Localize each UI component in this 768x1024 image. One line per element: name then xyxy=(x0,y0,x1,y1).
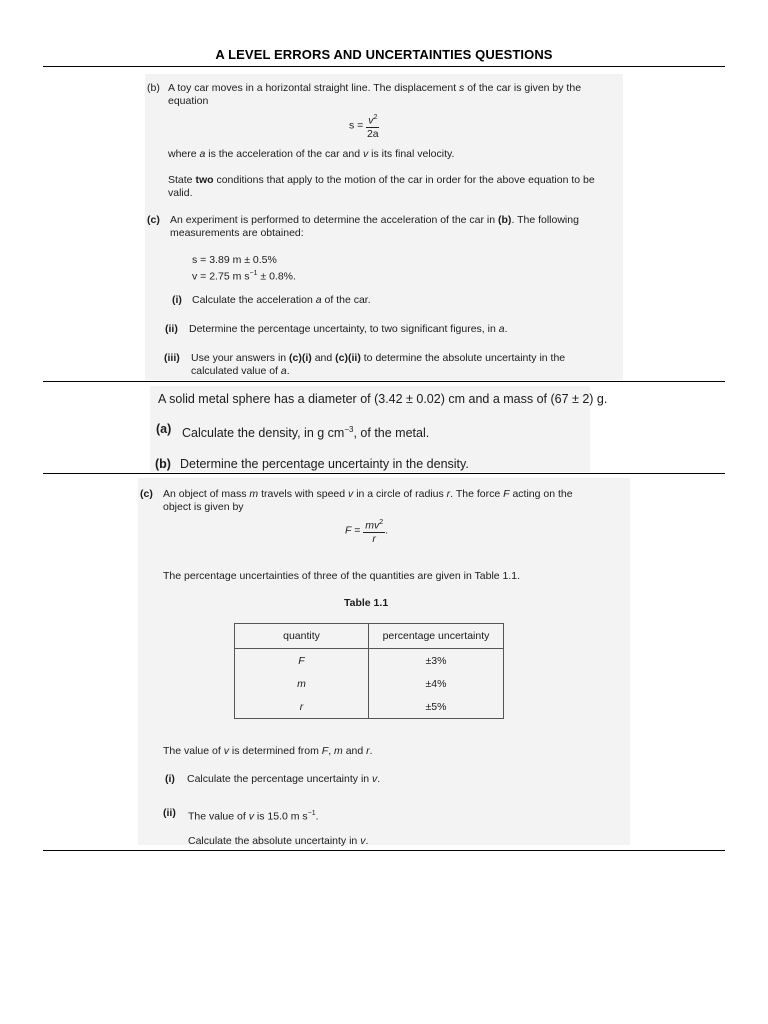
table-header-percentage: percentage uncertainty xyxy=(369,624,504,649)
q1-ciii-label: (iii) xyxy=(164,352,180,364)
q1-ci-text: Calculate the acceleration a of the car. xyxy=(192,294,371,306)
q3-cii-calc-text: Calculate the absolute uncertainty in v. xyxy=(188,835,369,847)
q1-measurements: s = 3.89 m ± 0.5% v = 2.75 m $s^{-1} \pm 0.8\%$. xyxy=(192,254,296,283)
q1-part-c-label: (c) xyxy=(147,214,160,226)
document-title: A LEVEL ERRORS AND UNCERTAINTIES QUESTIONS xyxy=(215,47,553,62)
q1-part-b-label: (b) xyxy=(147,82,160,94)
q1-part-c-text: An experiment is performed to determine the acceleration of the car in (b). The following measurements are obtained: xyxy=(170,214,579,239)
table-cell-quantity: r xyxy=(235,695,369,719)
q2-part-b-label: (b) xyxy=(155,457,171,471)
divider-bottom xyxy=(43,850,725,851)
q1-cii-label: (ii) xyxy=(165,323,178,335)
divider-2 xyxy=(43,473,725,474)
q3-ci-label: (i) xyxy=(165,773,175,785)
table-row xyxy=(235,649,504,673)
q3-cii-label: (ii) xyxy=(163,807,176,819)
q1-where-text: where a is the acceleration of the car and v is its final velocity. xyxy=(168,148,455,160)
q1-cii-text: Determine the percentage uncertainty, to two significant figures, in a. xyxy=(189,323,508,335)
q3-table-container xyxy=(234,623,504,719)
table-row xyxy=(235,695,504,719)
q3-value-text: The value of v is determined from F, m and r. xyxy=(163,745,373,757)
q2-part-b-text: Determine the percentage uncertainty in the density. xyxy=(180,457,469,471)
q1-part-b-text: A toy car moves in a horizontal straight line. The displacement s of the car is given by the equation xyxy=(168,82,582,107)
q3-equation: F = $\frac{mv^2}{r}$ . xyxy=(345,519,389,545)
q3-percentage-text: The percentage uncertainties of three of the quantities are given in Table 1.1. xyxy=(163,570,521,582)
q3-table-title: Table 1.1 xyxy=(344,597,389,609)
divider-top xyxy=(43,66,725,67)
table-header-row xyxy=(235,624,504,649)
q3-part-c-text: An object of mass m travels with speed v in a circle of radius r. The force F acting on the object is given by xyxy=(163,488,573,513)
table-row xyxy=(235,672,504,695)
table-cell-pct: ±5% xyxy=(369,695,504,719)
table-cell-quantity: F xyxy=(235,649,369,673)
table-cell-pct: ±3% xyxy=(369,649,504,673)
q2-part-a-label: (a) xyxy=(156,422,172,436)
q2-part-a-text: Calculate the density, in g $cm^{-3}$, of the metal. xyxy=(182,425,430,441)
q3-cii-text: The value of v is 15.0 m $s^{-1}$. xyxy=(188,810,319,823)
uncertainty-table xyxy=(234,623,504,719)
table-cell-pct: ±4% xyxy=(369,672,504,695)
table-header-quantity: quantity xyxy=(235,624,369,649)
table-cell-quantity: m xyxy=(235,672,369,695)
q3-ci-text: Calculate the percentage uncertainty in v. xyxy=(187,773,381,785)
q2-intro: A solid metal sphere has a diameter of (3.42 ± 0.02) cm and a mass of (67 ± 2) g. xyxy=(158,392,608,406)
divider-1 xyxy=(43,381,725,382)
q1-equation: s = $\frac{v^2}{2a}$ xyxy=(349,114,379,140)
q1-ciii-text: Use your answers in (c)(i) and (c)(ii) to determine the absolute uncertainty in the calculated value of a. xyxy=(191,352,566,377)
q3-part-c-label: (c) xyxy=(140,488,153,500)
q1-state-text: State two conditions that apply to the motion of the car in order for the above equation to be valid. xyxy=(168,174,595,199)
q1-ci-label: (i) xyxy=(172,294,182,306)
